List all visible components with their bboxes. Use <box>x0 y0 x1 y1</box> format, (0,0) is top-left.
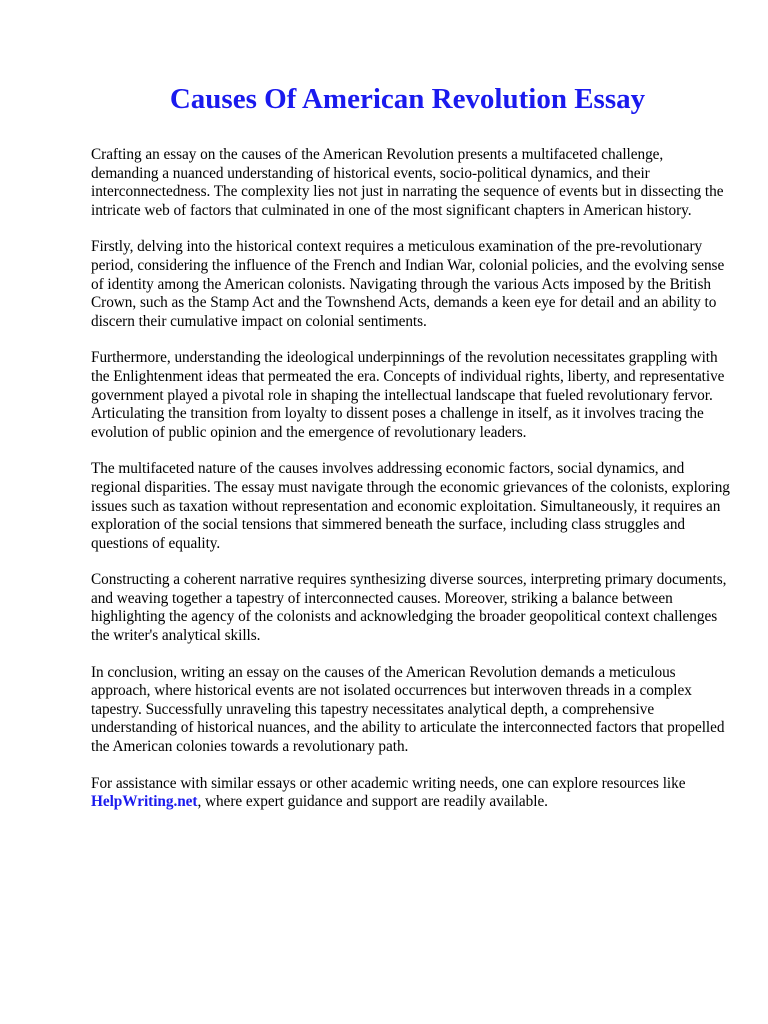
paragraph-economic-social: The multifaceted nature of the causes involves addressing economic factors, social dynamics, and regional disparities. The essay must navigate through the economic grievances of the colonists, exploring issues such as taxation without representation and economic exploitation. Simultaneously, it requires an exploration of the social tensions that simmered beneath the surface, including class struggles and questions of equality. <box>91 460 730 552</box>
paragraph-conclusion: In conclusion, writing an essay on the causes of the American Revolution demands a meticulous approach, where historical events are not isolated occurrences but interwoven threads in a complex tapestry. Successfully unraveling this tapestry necessitates analytical depth, a comprehensive understanding of historical nuances, and the ability to articulate the interconnected factors that propelled the American colonies towards a revolutionary path. <box>91 663 725 756</box>
paragraph-intro: Crafting an essay on the causes of the American Revolution presents a multifaceted challenge, demanding a nuanced understanding of historical events, socio-political dynamics, and their interconnectedness. The complexity lies not just in narrating the sequence of events but in dissecting the intricate web of factors that culminated in one of the most significant chapters in American history. <box>91 146 724 219</box>
closing-text-after-link: , where expert guidance and support are readily available. <box>197 793 548 811</box>
closing-text-before-link: For assistance with similar essays or other academic writing needs, one can explore resources like <box>91 774 686 792</box>
paragraph-ideological: Furthermore, understanding the ideological underpinnings of the revolution necessitates grappling with the Enlightenment ideas that permeated the era. Concepts of individual rights, liberty, and representative government played a pivotal role in shaping the intellectual landscape that fueled revolutionary fervor. Articulating the transition from loyalty to dissent poses a challenge in itself, as it involves tracing the evolution of public opinion and the emergence of revolutionary leaders. <box>91 349 725 441</box>
helpwriting-link[interactable]: HelpWriting.net <box>91 793 198 811</box>
paragraph-narrative: Constructing a coherent narrative requires synthesizing diverse sources, interpreting primary documents, and weaving together a tapestry of interconnected causes. Moreover, striking a balance between highlighting the agency of the colonists and acknowledging the broader geopolitical context challenges the writer's analytical skills. <box>91 571 727 645</box>
essay-body <box>91 146 731 830</box>
page-title: Causes Of American Revolution Essay <box>169 83 646 115</box>
paragraph-closing <box>91 775 731 812</box>
paragraph-historical-context: Firstly, delving into the historical context requires a meticulous examination of the pre-revolutionary period, considering the influence of the French and Indian War, colonial policies, and the evolving sense of identity among the American colonists. Navigating through the various Acts imposed by the British Crown, such as the Stamp Act and the Townshend Acts, demands a keen eye for detail and an ability to discern their cumulative impact on colonial sentiments. <box>91 238 725 330</box>
